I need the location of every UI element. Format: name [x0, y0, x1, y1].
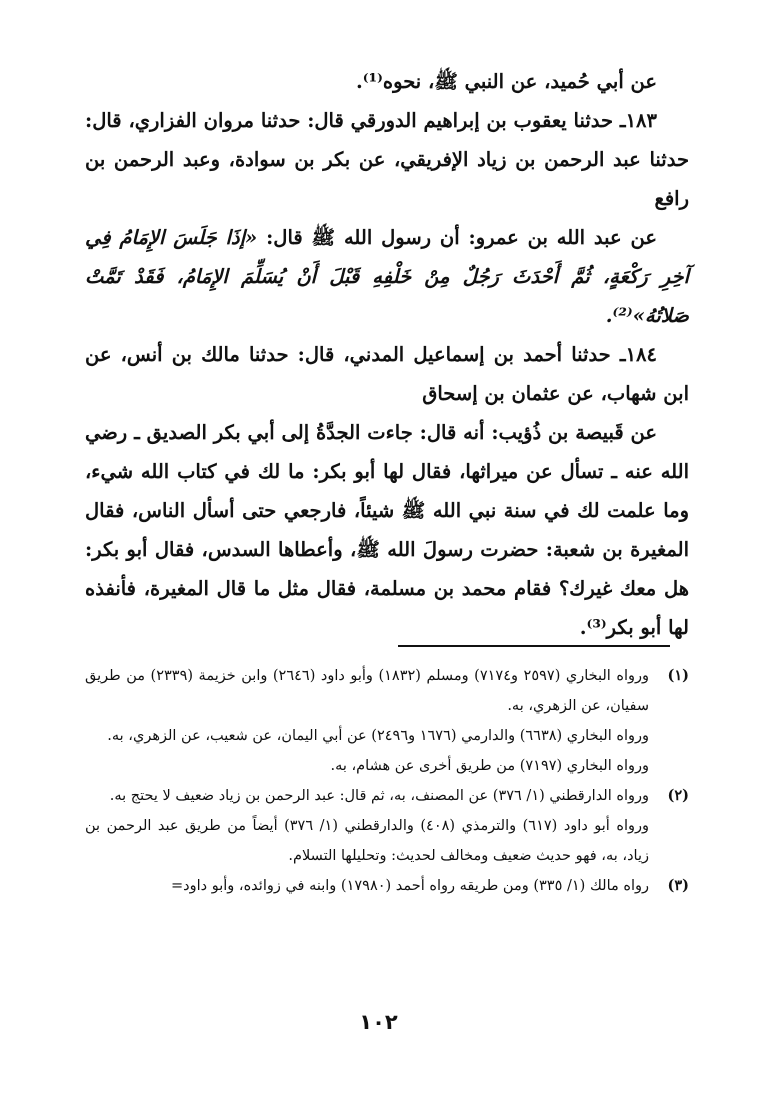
footnote-line: ورواه الدارقطني (١/ ٣٧٦) عن المصنف، به، ثم قال: عبد الرحمن بن زياد ضعيف لا يحتج به. — [109, 788, 649, 804]
footnote-3 — [85, 871, 689, 901]
footnote-line: ورواه أبو داود (٦١٧) والترمذي (٤٠٨) والدارقطني (١/ ٣٧٦) أيضاً من طريق عبد الرحمن بن زياد، به، فهو حديث ضعيف ومخالف لحديث: وتحليلها التسلام. — [85, 818, 649, 864]
hadith-184-isnad: ١٨٤ـ حدثنا أحمد بن إسماعيل المدني، قال: حدثنا مالك بن أنس، عن ابن شهاب، عن عثمان بن إسحاق — [85, 343, 689, 405]
footnote-line: ورواه البخاري (٧١٩٧) من طريق أخرى عن هشام، به. — [330, 758, 649, 774]
footnote-body — [85, 871, 649, 901]
footnote-body — [85, 781, 649, 871]
opening-line: عن أبي حُميد، عن النبي ﷺ، نحوه⁽¹⁾. — [355, 70, 657, 93]
page-number: ١٠٢ — [359, 1010, 398, 1034]
footnote-marker: (٣) — [667, 877, 689, 894]
hadith-183-quote: «إذَا جَلَسَ الإِمَامُ فِي آخِرِ رَكْعَةٍ، ثُمَّ أَحْدَثَ رَجُلٌ مِنْ خَلْفِهِ قَبْلَ أَنْ يُسَلِّمَ الإِمَامُ، فَقَدْ تَمَّتْ صَلاتُهُ»⁽²⁾. — [85, 226, 689, 327]
footnote-marker: (٢) — [667, 787, 689, 804]
footnote-marker: (١) — [667, 667, 689, 684]
footnote-line: ورواه البخاري (٢٥٩٧ و٧١٧٤) ومسلم (١٨٣٢) وأبو داود (٢٦٤٦) وابن خزيمة (٢٣٣٩) من طريق سفيان، عن الزهري، به. — [85, 668, 649, 714]
footnote-body — [85, 661, 649, 781]
hadith-183-matn — [85, 218, 689, 335]
footnotes — [85, 661, 689, 901]
footnote-line: ورواه البخاري (٦٦٣٨) والدارمي (١٦٧٦ و٢٤٩٦) عن أبي اليمان، عن شعيب، عن الزهري، به. — [107, 728, 649, 744]
hadith-184-matn: عن قَبيصة بن ذُؤيب: أنه قال: جاءت الجدَّةُ إلى أبي بكر الصديق ـ رضي الله عنه ـ تسأل عن ميراثها، فقال لها أبو بكر: ما لك في كتاب الله شيء، وما علمت لك في سنة نبي الله ﷺ شيئاً، فارجعي حتى أسأل الناس، فقال المغيرة بن شعبة: حضرت رسولَ الله ﷺ، وأعطاها السدس، فقال أبو بكر: هل معك غيرك؟ فقام محمد بن مسلمة، فقال مثل ما قال المغيرة، فأنفذه لها أبو بكر⁽³⁾. — [85, 421, 689, 639]
hadith-183-intro: عن عبد الله بن عمرو: أن رسول الله ﷺ قال: — [266, 226, 657, 249]
footnote-2 — [85, 781, 689, 871]
hadith-183-isnad: ١٨٣ـ حدثنا يعقوب بن إبراهيم الدورقي قال: حدثنا مروان الفزاري، قال: حدثنا عبد الرحمن بن زياد الإفريقي، عن بكر بن سوادة، وعبد الرحمن بن رافع — [85, 109, 689, 210]
footnote-line: رواه مالك (١/ ٣٣٥) ومن طريقه رواه أحمد (١٧٩٨٠) وابنه في زوائده، وأبو داود= — [171, 878, 649, 894]
footnote-divider — [398, 645, 670, 647]
footnote-1 — [85, 661, 689, 781]
main-text — [85, 62, 689, 647]
